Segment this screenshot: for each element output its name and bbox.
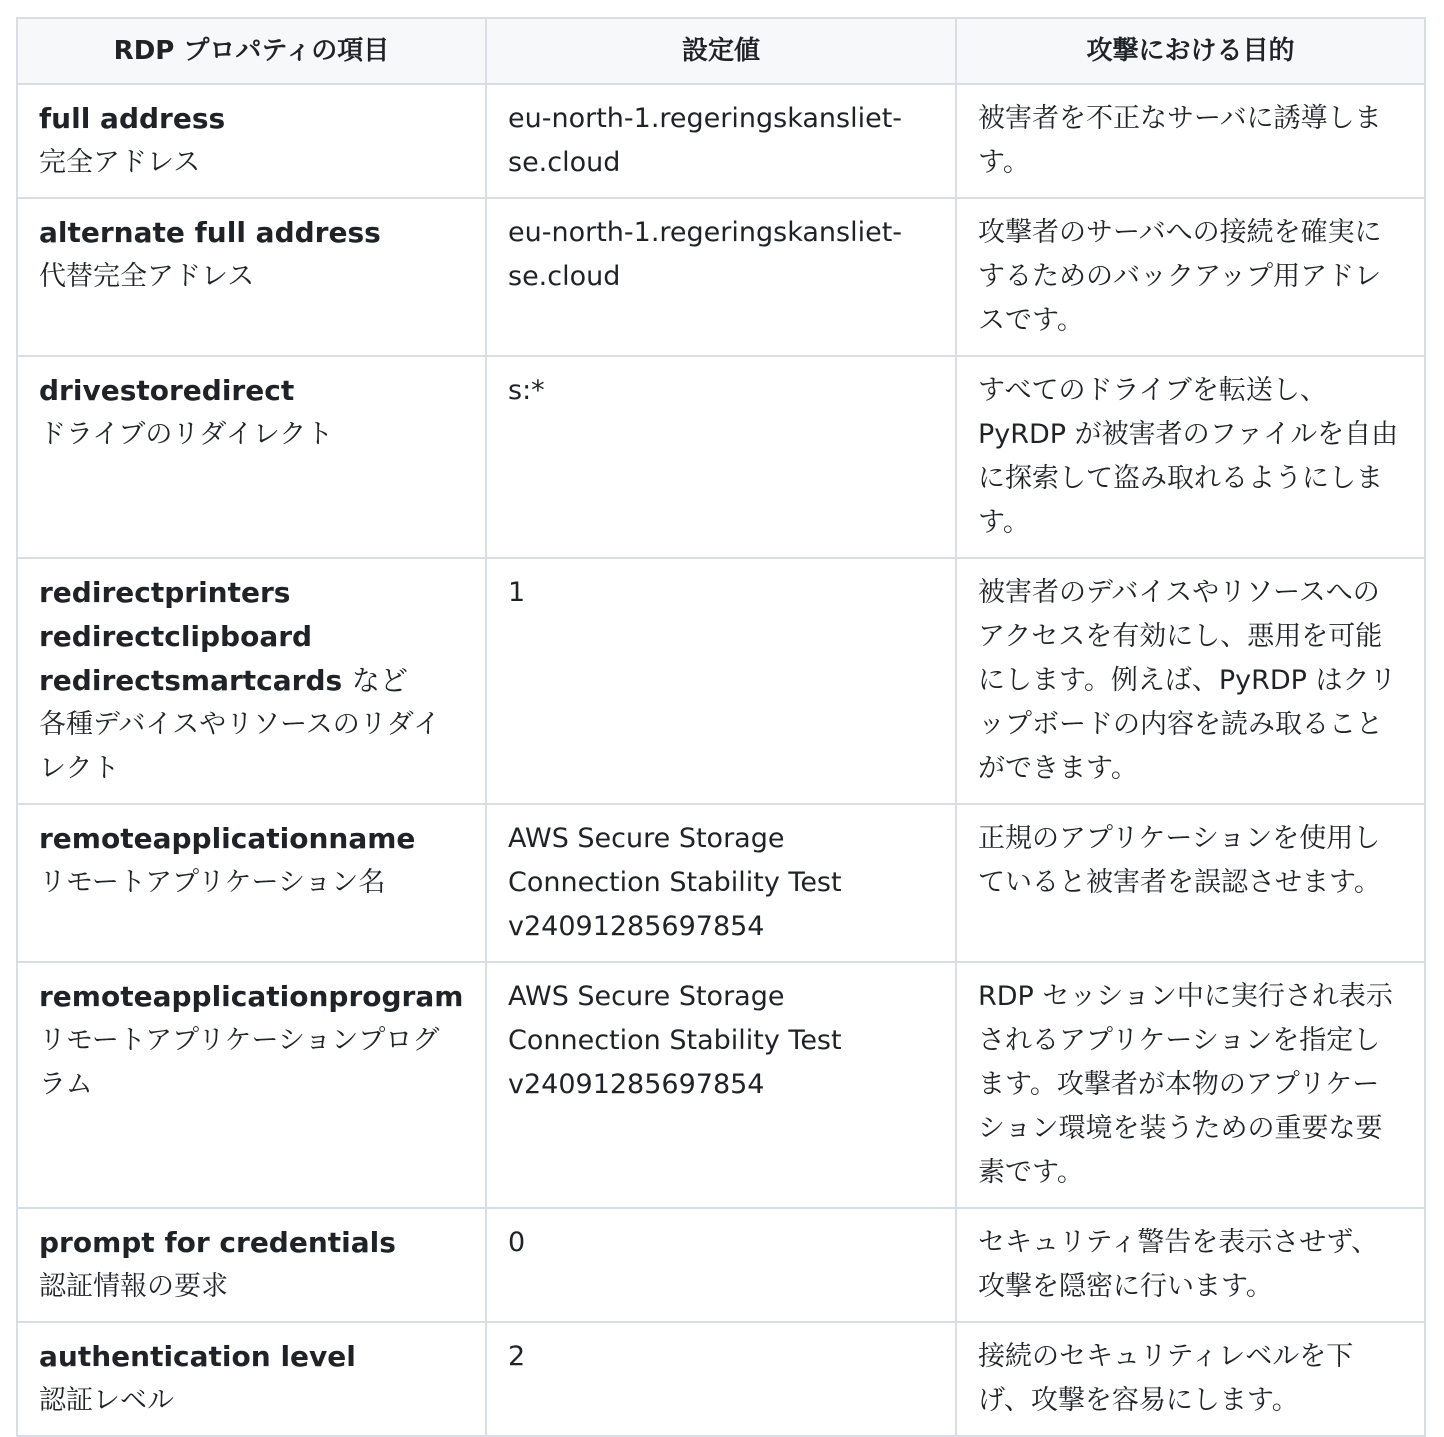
purpose-cell: 接続のセキュリティレベルを下げ、攻撃を容易にします。 xyxy=(956,1322,1425,1436)
value-cell xyxy=(486,962,956,1208)
property-cell xyxy=(17,84,486,198)
value-line: se.cloud xyxy=(508,261,621,292)
value-cell xyxy=(486,804,956,962)
property-key: drivestoredirect xyxy=(39,374,295,407)
value-cell xyxy=(486,1208,956,1322)
property-key: remoteapplicationname xyxy=(39,822,416,855)
value-line: Connection Stability Test xyxy=(508,867,842,898)
table-row xyxy=(17,962,1425,1208)
purpose-cell: 攻撃者のサーバへの接続を確実にするためのバックアップ用アドレスです。 xyxy=(956,198,1425,356)
property-japanese-name: 代替完全アドレス xyxy=(39,261,255,292)
property-cell xyxy=(17,558,486,804)
header-purpose: 攻撃における目的 xyxy=(956,18,1425,84)
property-key-suffix: など xyxy=(351,664,408,697)
property-key: redirectclipboard xyxy=(39,620,313,653)
purpose-cell: すべてのドライブを転送し、PyRDP が被害者のファイルを自由に探索して盗み取れるようにします。 xyxy=(956,356,1425,558)
property-japanese-name: リモートアプリケーションプログラム xyxy=(39,1025,440,1100)
property-key: authentication level xyxy=(39,1340,356,1373)
property-cell xyxy=(17,1208,486,1322)
rdp-properties-table xyxy=(16,17,1426,1437)
header-value: 設定値 xyxy=(486,18,956,84)
property-japanese-name: リモートアプリケーション名 xyxy=(39,867,386,898)
property-japanese-name: 各種デバイスやリソースのリダイレクト xyxy=(39,709,441,784)
property-cell xyxy=(17,962,486,1208)
value-line: Connection Stability Test xyxy=(508,1025,842,1056)
value-line: AWS Secure Storage xyxy=(508,823,785,854)
value-cell xyxy=(486,1322,956,1436)
table-row xyxy=(17,198,1425,356)
purpose-cell: セキュリティ警告を表示させず、攻撃を隠密に行います。 xyxy=(956,1208,1425,1322)
table-row xyxy=(17,84,1425,198)
property-key: alternate full address xyxy=(39,216,381,249)
purpose-cell: 被害者のデバイスやリソースへのアクセスを有効にし、悪用を可能にします。例えば、PyRDP はクリップボードの内容を読み取ることができます。 xyxy=(956,558,1425,804)
value-cell xyxy=(486,558,956,804)
property-cell xyxy=(17,804,486,962)
value-line: 0 xyxy=(508,1227,526,1258)
property-key-with-suffix xyxy=(39,659,465,703)
purpose-cell: 正規のアプリケーションを使用していると被害者を誤認させます。 xyxy=(956,804,1425,962)
property-key: remoteapplicationprogram xyxy=(39,980,464,1013)
table-header-row xyxy=(17,18,1425,84)
value-line: AWS Secure Storage xyxy=(508,981,785,1012)
value-line: s:* xyxy=(508,375,545,406)
property-key: full address xyxy=(39,102,226,135)
purpose-cell: RDP セッション中に実行され表示されるアプリケーションを指定します。攻撃者が本物のアプリケーション環境を装うための重要な要素です。 xyxy=(956,962,1425,1208)
value-line: 2 xyxy=(508,1341,526,1372)
table-row xyxy=(17,804,1425,962)
table-row xyxy=(17,1322,1425,1436)
property-key: prompt for credentials xyxy=(39,1226,396,1259)
value-cell xyxy=(486,356,956,558)
table-row xyxy=(17,356,1425,558)
value-cell xyxy=(486,84,956,198)
property-cell xyxy=(17,198,486,356)
property-cell xyxy=(17,356,486,558)
table-row xyxy=(17,1208,1425,1322)
value-line: v24091285697854 xyxy=(508,1069,765,1100)
property-key: redirectprinters xyxy=(39,576,291,609)
purpose-cell: 被害者を不正なサーバに誘導します。 xyxy=(956,84,1425,198)
property-cell xyxy=(17,1322,486,1436)
value-line: se.cloud xyxy=(508,147,621,178)
header-property: RDP プロパティの項目 xyxy=(17,18,486,84)
value-line: eu-north-1.regeringskansliet- xyxy=(508,103,903,134)
value-line: 1 xyxy=(508,577,526,608)
value-cell xyxy=(486,198,956,356)
table-row xyxy=(17,558,1425,804)
property-japanese-name: 認証レベル xyxy=(39,1385,174,1416)
property-japanese-name: 認証情報の要求 xyxy=(39,1271,228,1302)
property-japanese-name: 完全アドレス xyxy=(39,147,201,178)
property-key: redirectsmartcards xyxy=(39,664,343,697)
value-line: v24091285697854 xyxy=(508,911,765,942)
value-line: eu-north-1.regeringskansliet- xyxy=(508,217,903,248)
rdp-properties-table-container xyxy=(16,17,1424,1437)
property-japanese-name: ドライブのリダイレクト xyxy=(39,419,334,450)
